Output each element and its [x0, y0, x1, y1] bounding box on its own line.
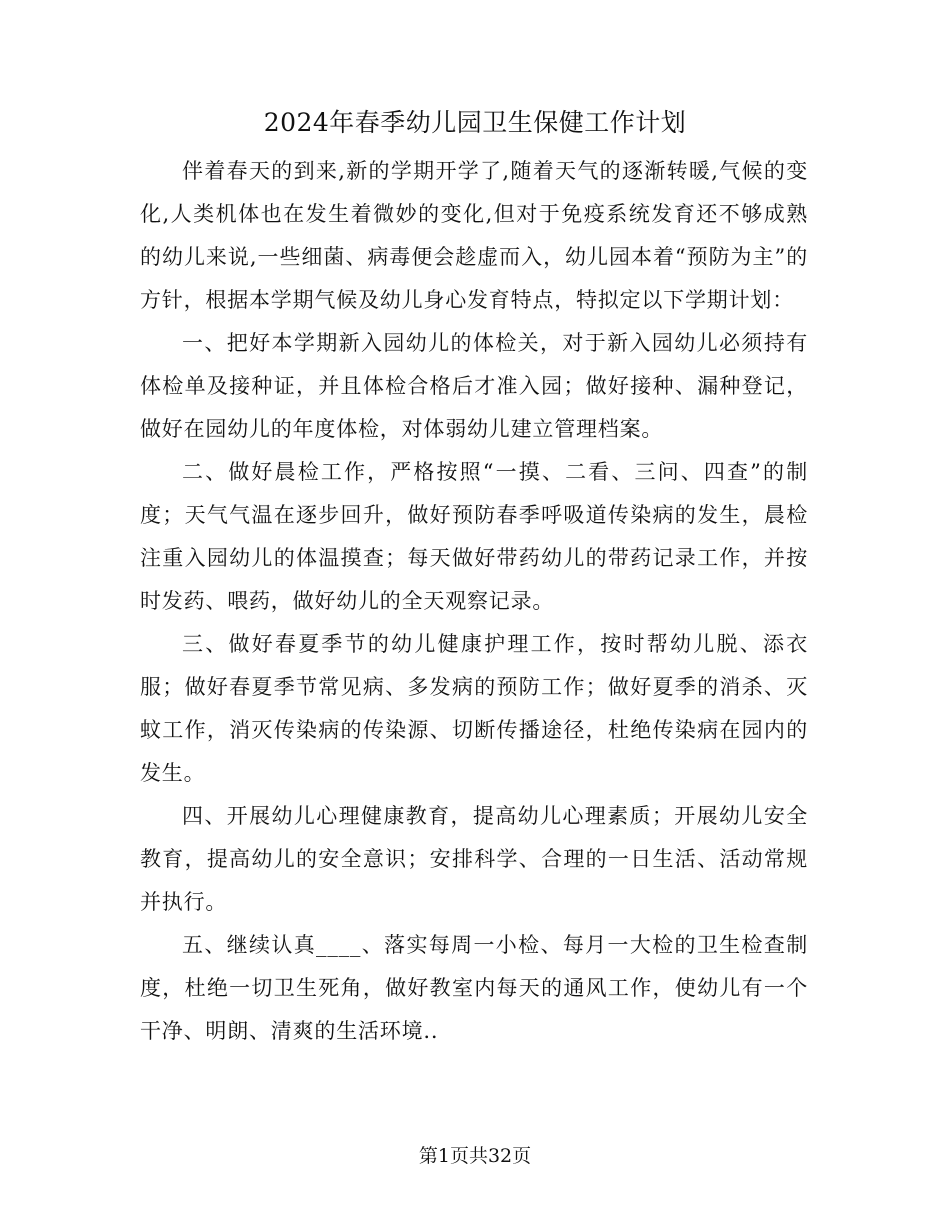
item-2-paragraph: 二、做好晨检工作，严格按照“一摸、二看、三问、四查”的制度；天气气温在逐步回升，做好预防春季呼吸道传染病的发生，晨检注重入园幼儿的体温摸查；每天做好带药幼儿的带药记录工作，并按时发药、喂药，做好幼儿的全天观察记录。 [140, 460, 808, 613]
page-number-footer: 第1页共32页 [418, 1145, 532, 1167]
item-5-paragraph: 五、继续认真____、落实每周一小检、每月一大检的卫生检查制度，杜绝一切卫生死角，做好教室内每天的通风工作，使幼儿有一个干净、明朗、清爽的生活环境.. [140, 933, 808, 1043]
item-1-paragraph: 一、把好本学期新入园幼儿的体检关，对于新入园幼儿必须持有体检单及接种证，并且体检合格后才准入园；做好接种、漏种登记，做好在园幼儿的年度体检，对体弱幼儿建立管理档案。 [140, 331, 808, 441]
document-body [140, 150, 808, 1053]
intro-paragraph: 伴着春天的到来,新的学期开学了,随着天气的逐渐转暖,气候的变化,人类机体也在发生着微妙的变化,但对于免疫系统发育还不够成熟的幼儿来说,一些细菌、病毒便会趁虚而入，幼儿园本着“预防为主”的方针，根据本学期气候及幼儿身心发育特点，特拟定以下学期计划： [140, 159, 808, 312]
item-4-paragraph: 四、开展幼儿心理健康教育，提高幼儿心理素质；开展幼儿安全教育，提高幼儿的安全意识；安排科学、合理的一日生活、活动常规并执行。 [140, 804, 808, 914]
item-3-paragraph: 三、做好春夏季节的幼儿健康护理工作，按时帮幼儿脱、添衣服；做好春夏季节常见病、多发病的预防工作；做好夏季的消杀、灭蚊工作，消灭传染病的传染源、切断传播途径，杜绝传染病在园内的发生。 [140, 632, 808, 785]
document-title: 2024年春季幼儿园卫生保健工作计划 [263, 108, 687, 137]
